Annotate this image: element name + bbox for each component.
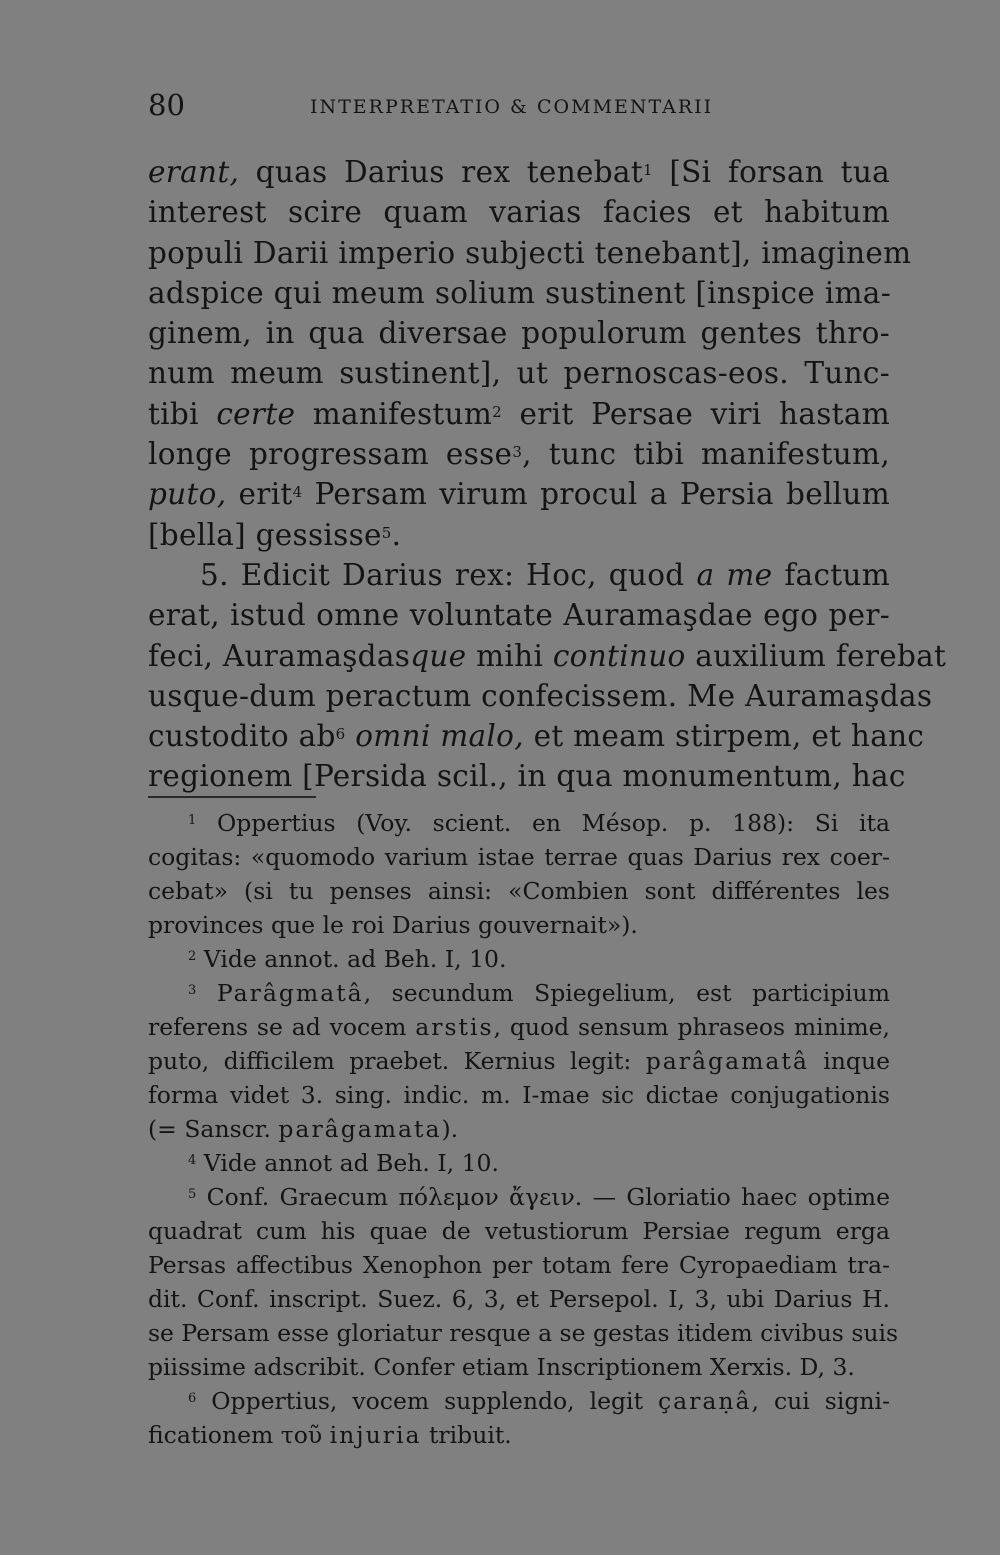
text-line: regionem [Persida scil., in qua monumentum, hac [148, 759, 906, 794]
text-span: auxilium ferebat [685, 638, 947, 673]
text-span: Oppertius, vocem supplendo, legit [211, 1387, 658, 1415]
spaced-word: injuria [329, 1421, 422, 1449]
text-span: Oppertius (Voy. scient. en Mésop. p. 188): Si ita [216, 809, 890, 837]
text-span: ficationem τοῦ [148, 1421, 330, 1449]
text-span: custodito ab [148, 719, 336, 754]
text-line [148, 716, 925, 756]
footnote-ref: 1 [642, 161, 653, 179]
text-span: feci, Auramaşdas [148, 638, 411, 673]
main-text [148, 152, 947, 797]
spaced-word: arstis [415, 1013, 494, 1041]
footnote-line: provinces que le roi Darius gouvernait»). [148, 911, 638, 939]
text-line [148, 555, 890, 595]
text-span: , secundum Spiegelium, est participium [363, 979, 890, 1007]
text-span: longe progressam esse [148, 437, 513, 472]
text-span [346, 719, 356, 753]
footnotes [148, 806, 899, 1452]
text-line [148, 152, 890, 192]
text-line: usque-dum peractum confecissem. Me Auramaşdas [148, 678, 933, 713]
spaced-word: Parâgmatâ [216, 979, 364, 1007]
footnote-line: cogitas: «quomodo varium istae terrae quas Darius rex coer- [148, 843, 890, 871]
footnote-line [148, 1384, 890, 1418]
footnote-mark: 6 [188, 1391, 197, 1406]
footnote-line [148, 1418, 890, 1452]
text-span: mihi [466, 638, 553, 673]
spaced-word: parâgamata [278, 1115, 442, 1143]
footnote-ref: 4 [292, 483, 303, 502]
text-line [148, 434, 890, 474]
footnote-line: cebat» (si tu penses ainsi: «Combien sont différentes les [148, 877, 890, 905]
footnote-line [148, 1044, 890, 1078]
text-span: Conf. Graecum πόλεμον ἄγειν. — Gloriatio haec optime [206, 1183, 890, 1211]
footnote-divider [148, 796, 316, 798]
running-head: INTERPRETATIO & COMMENTARII [310, 96, 714, 118]
page-number: 80 [148, 88, 185, 122]
text-line [148, 394, 890, 434]
footnote-mark: 3 [188, 983, 197, 998]
text-span: Vide annot. ad Beh. I, 10. [203, 945, 507, 973]
italic-word: que [410, 638, 467, 673]
footnote-ref: 6 [335, 725, 346, 744]
footnote-line: quadrat cum his quae de vetustiorum Persiae regum erga [148, 1217, 890, 1245]
text-span: (= Sanscr. [148, 1115, 279, 1143]
text-span: 5. Edicit Darius rex: Hoc, quod [200, 557, 697, 592]
footnote-line [148, 976, 890, 1010]
text-line: ginem, in qua diversae populorum gentes thro- [148, 316, 890, 351]
text-span: erit Persae viri hastam [501, 396, 890, 431]
text-span: [bella] gessisse [148, 517, 382, 552]
spaced-word: parâgamatâ [645, 1047, 809, 1075]
spaced-word: çaraṇâ [657, 1387, 752, 1415]
italic-word: erant, [148, 155, 240, 189]
text-span: erit [226, 477, 293, 512]
footnote-line: Persas affectibus Xenophon per totam fere Cyropaediam tra- [148, 1251, 890, 1279]
footnote-line: piissime adscribit. Confer etiam Inscriptionem Xerxis. D, 3. [148, 1353, 855, 1381]
footnote-line: dit. Conf. inscript. Suez. 6, 3, et Persepol. I, 3, ubi Darius H. [148, 1285, 890, 1313]
text-span: tribuit. [421, 1421, 512, 1449]
italic-word: puto, [148, 477, 227, 512]
text-span: Persam virum procul a Persia bellum [302, 477, 890, 512]
text-line: erat, istud omne voluntate Auramaşdae ego per- [148, 598, 890, 633]
text-span: , tunc tibi manifestum, [522, 437, 890, 472]
footnote-mark: 4 [188, 1153, 197, 1168]
text-span: , quod sensum phraseos minime, [493, 1013, 891, 1041]
text-span: [Si forsan tua [652, 155, 891, 189]
footnote-ref: 5 [381, 523, 392, 542]
page-header [148, 88, 888, 128]
italic-word: a me [696, 557, 773, 592]
text-span: quas Darius rex tenebat [239, 155, 643, 189]
text-span: manifestum [295, 396, 493, 431]
footnote-line [148, 806, 890, 840]
footnote-line [148, 942, 890, 976]
text-line: num meum sustinent], ut pernoscas-eos. Tunc- [148, 356, 890, 391]
italic-word: omni malo, [355, 719, 524, 754]
text-line [148, 515, 890, 555]
text-span: referens se ad vocem [148, 1013, 416, 1041]
footnote-line [148, 1010, 890, 1044]
text-line [148, 636, 947, 676]
text-span: . [391, 517, 402, 552]
text-span: , cui signi- [751, 1387, 890, 1415]
text-span: tibi [148, 396, 217, 431]
text-line [148, 474, 890, 514]
footnote-mark: 1 [188, 813, 197, 828]
footnote-mark: 5 [188, 1187, 197, 1202]
text-span: et meam stirpem, et hanc [523, 719, 925, 754]
footnote-line [148, 1146, 890, 1180]
footnote-line: forma videt 3. sing. indic. m. I-mae sic dictae conjugationis [148, 1081, 890, 1109]
footnote-ref: 3 [512, 443, 523, 462]
footnote-mark: 2 [188, 949, 197, 964]
footnote-line [148, 1180, 890, 1214]
text-span: inque [808, 1047, 890, 1075]
italic-word: certe [216, 396, 296, 431]
footnote-line [148, 1112, 890, 1146]
text-span: factum [772, 557, 890, 592]
text-line: interest scire quam varias facies et habitum [148, 195, 890, 230]
footnote-line: se Persam esse gloriatur resque a se gestas itidem civibus suis [148, 1319, 899, 1347]
text-line: populi Darii imperio subjecti tenebant], imaginem [148, 235, 912, 270]
text-span: ). [441, 1115, 459, 1143]
footnote-ref: 2 [492, 402, 502, 421]
text-span: puto, difficilem praebet. Kernius legit: [148, 1047, 646, 1075]
text-span: Vide annot ad Beh. I, 10. [203, 1149, 499, 1177]
text-line: adspice qui meum solium sustinent [inspice ima- [148, 275, 891, 310]
italic-word: continuo [552, 638, 686, 673]
